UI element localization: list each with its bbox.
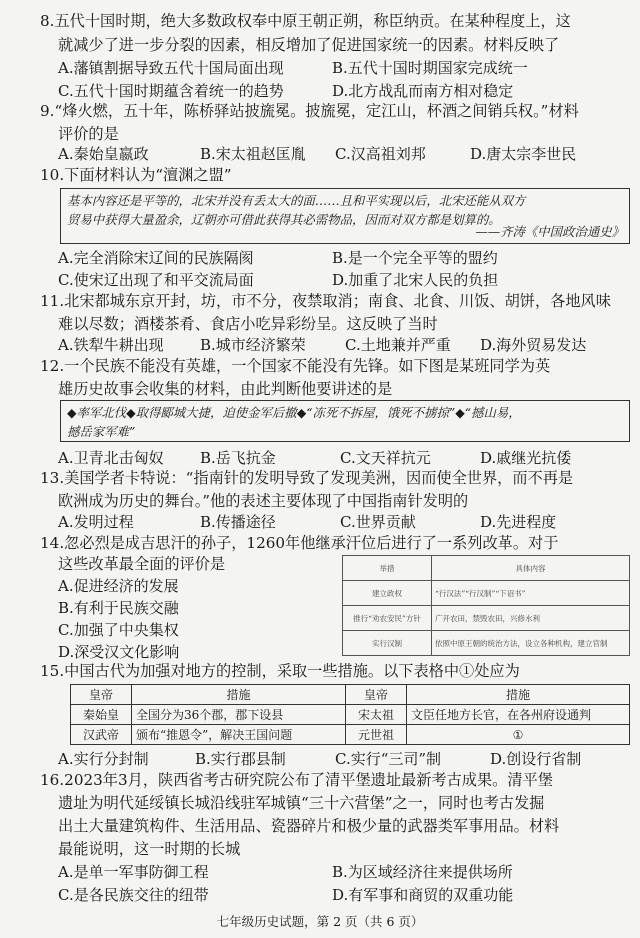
q14-line-1: 14.忽必烈是成吉思汗的孙子，1260年他继承汗位后进行了一系列改革。对于 (40, 534, 559, 552)
table-cell: 建立政权 (343, 581, 432, 606)
q15-stem: 15.中国古代为加强对地方的控制，采取一些措施。以下表格中①处应为 (40, 662, 520, 680)
q11-option-c: C.土地兼并严重 (345, 336, 451, 354)
q8-line-1: 8.五代十国时期，绝大多数政权奉中原王朝正朔，称臣纳贡。在某种程度上，这 (40, 12, 571, 30)
q14-option-b: B.有利于民族交融 (58, 599, 179, 617)
q14-option-a: A.促进经济的发展 (58, 577, 179, 595)
q14-option-d: D.深受汉文化影响 (58, 643, 180, 661)
q10-option-d: D.加重了北宋人民的负担 (332, 271, 499, 289)
table-cell: 推行“劝农安民”方针 (343, 606, 432, 631)
table-cell: 颁布“推恩令”，解决王国问题 (132, 725, 346, 745)
q10-quote-line-2: 贸易中获得大量盈余，辽朝亦可借此获得其必需物品，因而对双方都是划算的。 (67, 212, 501, 227)
q13-option-c: C.世界贡献 (340, 513, 416, 531)
q11-line-2: 难以尽数；酒楼茶肴、食店小吃异彩纷呈。这反映了当时 (58, 315, 438, 333)
table-row (343, 606, 630, 631)
q12-material-line-1: ◆率军北伐◆取得郾城大捷，迫使金军后撤◆“冻死不拆屋，饿死不掳掠”◆“撼山易， (67, 405, 521, 420)
q15-option-b: B.实行郡县制 (195, 750, 286, 768)
q9-option-c: C.汉高祖刘邦 (335, 145, 426, 163)
q13-line-2: 欧洲成为历史的舞台。”他的表述主要体现了中国指南针发明的 (58, 492, 469, 510)
q10-stem: 10.下面材料认为“澶渊之盟” (40, 166, 232, 184)
table-row (71, 725, 630, 745)
q16-line-2: 遗址为明代延绥镇长城沿线驻军城镇“三十六营堡”之一，同时也考古发掘 (58, 794, 545, 812)
q13-line-1: 13.美国学者卡特说：“指南针的发明导致了发现美洲，因而使全世界，而不再是 (40, 469, 574, 487)
q8-line-2: 就减少了进一步分裂的因素，相反增加了促进国家统一的因素。材料反映了 (58, 36, 560, 54)
table-cell: ① (407, 725, 630, 745)
q14-line-2: 这些改革最全面的评价是 (58, 555, 226, 573)
q13-option-a: A.发明过程 (58, 513, 134, 531)
q11-option-a: A.铁犁牛耕出现 (58, 336, 164, 354)
q16-option-c: C.是各民族交往的纽带 (58, 886, 209, 904)
q15-measures-table (70, 684, 630, 745)
q9-line-1: 9.“烽火燃，五十年，陈桥驿站披旒冕。披旒冕，定江山，杯酒之间销兵权。”材料 (40, 102, 579, 120)
table-cell: 元世祖 (346, 725, 407, 745)
table-row (71, 705, 630, 725)
q8-option-c: C.五代十国时期蕴含着统一的趋势 (58, 82, 284, 100)
table-cell: “行汉法”“行汉制”“下诏书” (432, 581, 630, 606)
q10-option-a: A.完全消除宋辽间的民族隔阂 (58, 249, 254, 267)
q11-option-b: B.城市经济繁荣 (200, 336, 306, 354)
q12-line-2: 雄历史故事会收集的材料，由此判断他要讲述的是 (58, 380, 393, 398)
table-cell: 措施 (132, 685, 346, 705)
q10-quote-line-1: 基本内容还是平等的，北宋并没有丢太大的面……且和平实现以后，北宋还能从双方 (67, 193, 526, 208)
q16-option-b: B.为区域经济往来提供场所 (332, 863, 513, 881)
table-cell: 全国分为36个郡，郡下设县 (132, 705, 346, 725)
table-cell: 皇帝 (346, 685, 407, 705)
table-row (71, 685, 630, 705)
table-cell: 文臣任地方长官，在各州府设通判 (407, 705, 630, 725)
q16-line-4: 最能说明，这一时期的长城 (58, 840, 241, 858)
q12-material-box (60, 400, 630, 442)
q11-option-d: D.海外贸易发达 (480, 336, 587, 354)
table-cell: 广开农田，禁毁农田，兴修水利 (432, 606, 630, 631)
q12-option-c: C.文天祥抗元 (340, 449, 431, 467)
q12-material-line-2: 撼岳家军难” (67, 424, 136, 439)
table-cell: 措施 (407, 685, 630, 705)
q15-option-a: A.实行分封制 (58, 750, 149, 768)
q8-option-b: B.五代十国时期国家完成统一 (332, 59, 528, 77)
q9-option-b: B.宋太祖赵匡胤 (200, 145, 306, 163)
q15-option-d: D.创设行省制 (490, 750, 582, 768)
q9-line-2: 评价的是 (58, 125, 119, 143)
q8-option-a: A.藩镇割据导致五代十国局面出现 (58, 59, 284, 77)
q16-line-1: 16.2023年3月，陕西省考古研究院公布了清平堡遗址最新考古成果。清平堡 (40, 771, 553, 789)
q11-line-1: 11.北宋都城东京开封，坊，市不分，夜禁取消；南食、北食、川饭、胡饼，各地风味 (40, 292, 611, 310)
q16-option-a: A.是单一军事防御工程 (58, 863, 209, 881)
q8-option-d: D.北方战乱而南方相对稳定 (332, 82, 514, 100)
q10-option-c: C.使宋辽出现了和平交流局面 (58, 271, 254, 289)
table-cell: 宋太祖 (346, 705, 407, 725)
table-cell: 汉武帝 (71, 725, 132, 745)
table-cell: 实行汉制 (343, 631, 432, 656)
q12-option-b: B.岳飞抗金 (200, 449, 276, 467)
table-cell: 具体内容 (432, 556, 630, 581)
q15-option-c: C.实行“三司”制 (335, 750, 442, 768)
q9-option-a: A.秦始皇嬴政 (58, 145, 149, 163)
table-cell: 依照中原王朝的统治方法，设立各种机构，建立官制 (432, 631, 630, 656)
table-row (343, 581, 630, 606)
q16-option-d: D.有军事和商贸的双重功能 (332, 886, 514, 904)
q13-option-d: D.先进程度 (480, 513, 557, 531)
q16-line-3: 出土大量建筑构件、生活用品、瓷器碎片和极少量的武器类军事用品。材料 (58, 817, 560, 835)
table-row (343, 556, 630, 581)
q10-option-b: B.是一个完全平等的盟约 (332, 249, 498, 267)
q12-line-1: 12.一个民族不能没有英雄，一个国家不能没有先锋。如下图是某班同学为英 (40, 357, 551, 375)
table-cell: 秦始皇 (71, 705, 132, 725)
table-row (343, 631, 630, 656)
q12-option-a: A.卫青北击匈奴 (58, 449, 164, 467)
q13-option-b: B.传播途径 (200, 513, 276, 531)
q12-option-d: D.戚继光抗倭 (480, 449, 572, 467)
table-cell: 举措 (343, 556, 432, 581)
q10-source-row (60, 222, 630, 242)
q9-option-d: D.唐太宗李世民 (470, 145, 577, 163)
q14-option-c: C.加强了中央集权 (58, 621, 179, 639)
q10-source: ——齐涛《中国政治通史》 (475, 224, 624, 239)
page-footer: 七年级历史试题，第 2 页（共 6 页） (216, 914, 424, 929)
table-cell: 皇帝 (71, 685, 132, 705)
q14-reform-table (342, 555, 630, 656)
